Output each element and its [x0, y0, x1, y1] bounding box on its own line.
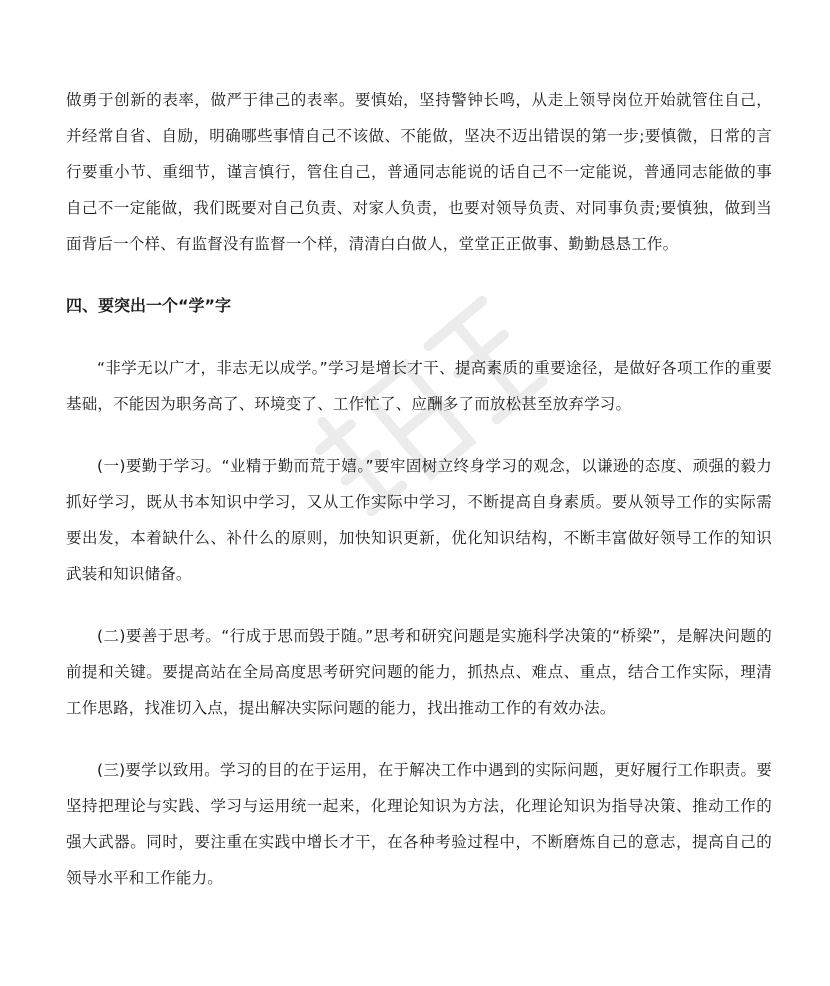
paragraph-point-2: (二)要善于思考。“行成于思而毁于随。”思考和研究问题是实施科学决策的“桥梁”，是解决问题的前提和关键。要提高站在全局高度思考研究问题的能力，抓热点、难点、重点，结合工作实际，理清工作思路，找准切入点，提出解决实际问题的能力，找出推动工作的有效办法。 [66, 627, 772, 717]
paragraph-continuation: 做勇于创新的表率，做严于律己的表率。要慎始，坚持警钟长鸣，从走上领导岗位开始就管住自己，并经常自省、自励，明确哪些事情自己不该做、不能做，坚决不迈出错误的第一步;要慎微，日常的言行要重小节、重细节，谨言慎行，管住自己，普通同志能说的话自己不一定能说，普通同志能做的事自己不一定能做，我们既要对自己负责、对家人负责，也要对领导负责、对同事负责;要慎独，做到当面背后一个样、有监督没有监督一个样，清清白白做人，堂堂正正做事、勤勤恳恳工作。 [66, 91, 772, 253]
paragraph-point-3: (三)要学以致用。学习的目的在于运用，在于解决工作中遇到的实际问题，更好履行工作职责。要坚持把理论与实践、学习与运用统一起来，化理论知识为方法，化理论知识为指导决策、推动工作的强大武器。同时，要注重在实践中增长才干，在各种考验过程中，不断磨炼自己的意志，提高自己的领导水平和工作能力。 [66, 761, 772, 887]
document-page [66, 82, 772, 896]
section-heading: 四、要突出一个“学”字 [66, 296, 232, 315]
paragraph-intro: “非学无以广才，非志无以成学。”学习是增长才干、提高素质的重要途径，是做好各项工作的重要基础，不能因为职务高了、环境变了、工作忙了、应酬多了而放松甚至放弃学习。 [66, 359, 772, 413]
paragraph-point-1: (一)要勤于学习。“业精于勤而荒于嬉。”要牢固树立终身学习的观念，以谦逊的态度、顽强的毅力抓好学习，既从书本知识中学习，又从工作实际中学习，不断提高自身素质。要从领导工作的实际需要出发，本着缺什么、补什么的原则，加快知识更新，优化知识结构，不断丰富做好领导工作的知识武装和知识储备。 [66, 457, 772, 583]
